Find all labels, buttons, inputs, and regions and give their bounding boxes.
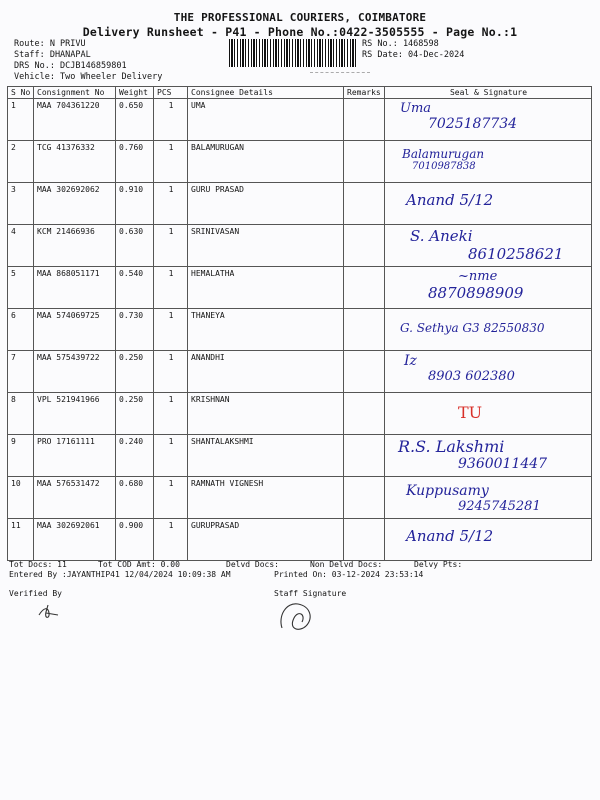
- row-consignee: GURU PRASAD: [188, 183, 344, 225]
- table-row: [8, 519, 592, 561]
- table-row: [8, 225, 592, 267]
- signature-phone: 8903 602380: [428, 369, 515, 384]
- row-consignment: TCG 41376332: [34, 141, 116, 183]
- row-sno: 1: [8, 99, 34, 141]
- row-consignee: HEMALATHA: [188, 267, 344, 309]
- row-remarks: [344, 183, 385, 225]
- printed-on: Printed On: 03-12-2024 23:53:14: [274, 570, 424, 579]
- table-row: [8, 477, 592, 519]
- signature-name: ~nme: [458, 269, 498, 284]
- row-pcs: 1: [154, 435, 188, 477]
- row-consignee: UMA: [188, 99, 344, 141]
- row-sno: 2: [8, 141, 34, 183]
- stamp-mark: [310, 60, 370, 73]
- row-remarks: [344, 393, 385, 435]
- row-pcs: 1: [154, 183, 188, 225]
- rs-date: RS Date: 04-Dec-2024: [362, 50, 465, 60]
- row-sno: 5: [8, 267, 34, 309]
- row-weight: 0.910: [116, 183, 154, 225]
- table-header-row: [8, 87, 592, 99]
- table-row: [8, 309, 592, 351]
- row-weight: 0.630: [116, 225, 154, 267]
- col-sno: S No: [8, 87, 34, 99]
- rs-number: RS No.: 1468598: [362, 39, 439, 49]
- row-weight: 0.250: [116, 351, 154, 393]
- row-signature: [385, 519, 592, 561]
- row-consignment: MAA 574069725: [34, 309, 116, 351]
- runsheet-title: Delivery Runsheet - P41 - Phone No.:0422-3505555 - Page No.:1: [82, 25, 518, 39]
- row-consignment: MAA 868051171: [34, 267, 116, 309]
- drs-number: DRS No.: DCJB146859801: [14, 61, 127, 71]
- row-pcs: 1: [154, 309, 188, 351]
- signature-name: S. Aneki: [410, 227, 473, 245]
- row-weight: 0.730: [116, 309, 154, 351]
- row-sno: 4: [8, 225, 34, 267]
- staff-signature-label: Staff Signature: [274, 589, 347, 598]
- verified-by-label: Verified By: [9, 589, 62, 598]
- row-signature: [385, 225, 592, 267]
- col-consignment: Consignment No: [34, 87, 116, 99]
- signature-name: Uma: [400, 101, 432, 116]
- signature-name: TU: [458, 403, 483, 422]
- row-remarks: [344, 141, 385, 183]
- row-consignee: BALAMURUGAN: [188, 141, 344, 183]
- delivery-points: Delvy Pts:: [414, 560, 463, 569]
- row-signature: [385, 267, 592, 309]
- row-pcs: 1: [154, 141, 188, 183]
- row-sno: 11: [8, 519, 34, 561]
- staff-label: Staff: DHANAPAL: [14, 50, 91, 60]
- row-consignee: RAMNATH VIGNESH: [188, 477, 344, 519]
- row-remarks: [344, 267, 385, 309]
- row-consignee: KRISHNAN: [188, 393, 344, 435]
- table-row: [8, 393, 592, 435]
- signature-phone: 9245745281: [458, 499, 541, 514]
- row-consignee: ANANDHI: [188, 351, 344, 393]
- table-row: [8, 351, 592, 393]
- route-label: Route: N PRIVU: [14, 39, 86, 49]
- row-pcs: 1: [154, 99, 188, 141]
- row-consignment: PRO 17161111: [34, 435, 116, 477]
- signature-phone: 9360011447: [458, 456, 548, 472]
- table-row: [8, 141, 592, 183]
- row-signature: [385, 435, 592, 477]
- row-pcs: 1: [154, 477, 188, 519]
- signature-phone: 8610258621: [468, 245, 564, 263]
- row-pcs: 1: [154, 267, 188, 309]
- row-consignee: THANEYA: [188, 309, 344, 351]
- signature-name: Anand 5/12: [406, 191, 494, 209]
- row-remarks: [344, 225, 385, 267]
- row-remarks: [344, 519, 385, 561]
- row-signature: [385, 99, 592, 141]
- entered-by: Entered By :JAYANTHIP41 12/04/2024 10:09:38 AM: [9, 570, 231, 579]
- col-remarks: Remarks: [344, 87, 385, 99]
- row-weight: 0.900: [116, 519, 154, 561]
- row-signature: [385, 351, 592, 393]
- signature-name: R.S. Lakshmi: [398, 437, 505, 456]
- signature-name: Iz: [404, 353, 417, 369]
- table-row: [8, 99, 592, 141]
- row-weight: 0.760: [116, 141, 154, 183]
- row-sno: 7: [8, 351, 34, 393]
- row-weight: 0.540: [116, 267, 154, 309]
- row-consignee: GURUPRASAD: [188, 519, 344, 561]
- row-weight: 0.240: [116, 435, 154, 477]
- table-row: [8, 267, 592, 309]
- table-row: [8, 183, 592, 225]
- row-weight: 0.650: [116, 99, 154, 141]
- signature-name: Anand 5/12: [406, 527, 494, 545]
- non-delivered-docs: Non Delvd Docs:: [310, 560, 383, 569]
- row-sno: 8: [8, 393, 34, 435]
- signature-name: Kuppusamy: [406, 483, 489, 499]
- verifier-initials-mark: [36, 603, 62, 623]
- row-remarks: [344, 309, 385, 351]
- row-pcs: 1: [154, 225, 188, 267]
- table-row: [8, 435, 592, 477]
- row-pcs: 1: [154, 393, 188, 435]
- row-consignee: SRINIVASAN: [188, 225, 344, 267]
- col-consignee: Consignee Details: [188, 87, 344, 99]
- row-pcs: 1: [154, 351, 188, 393]
- row-remarks: [344, 477, 385, 519]
- row-remarks: [344, 99, 385, 141]
- row-pcs: 1: [154, 519, 188, 561]
- row-consignment: MAA 575439722: [34, 351, 116, 393]
- row-signature: [385, 477, 592, 519]
- delivered-docs: Delvd Docs:: [226, 560, 279, 569]
- row-signature: [385, 183, 592, 225]
- row-consignment: KCM 21466936: [34, 225, 116, 267]
- row-sno: 10: [8, 477, 34, 519]
- row-signature: [385, 309, 592, 351]
- signature-name: G. Sethya G3 82550830: [400, 321, 545, 335]
- col-pcs: PCS: [154, 87, 188, 99]
- row-sno: 3: [8, 183, 34, 225]
- signature-phone: 7010987838: [412, 161, 476, 172]
- row-sno: 6: [8, 309, 34, 351]
- signature-phone: 7025187734: [428, 116, 518, 132]
- runsheet-table: [7, 86, 592, 561]
- row-consignment: MAA 704361220: [34, 99, 116, 141]
- total-docs: Tot Docs: 11: [9, 560, 67, 569]
- row-consignment: MAA 302692061: [34, 519, 116, 561]
- row-remarks: [344, 351, 385, 393]
- signature-name: Balamurugan: [402, 147, 485, 161]
- total-cod-amount: Tot COD Amt: 0.00: [98, 560, 180, 569]
- row-weight: 0.250: [116, 393, 154, 435]
- company-title: THE PROFESSIONAL COURIERS, COIMBATORE: [173, 11, 427, 24]
- signature-phone: 8870898909: [428, 284, 524, 302]
- row-signature: [385, 393, 592, 435]
- staff-signature-mark: [276, 598, 320, 634]
- row-weight: 0.680: [116, 477, 154, 519]
- row-consignment: VPL 521941966: [34, 393, 116, 435]
- row-consignee: SHANTALAKSHMI: [188, 435, 344, 477]
- row-remarks: [344, 435, 385, 477]
- col-signature: Seal & Signature: [385, 87, 592, 99]
- vehicle-label: Vehicle: Two Wheeler Delivery: [14, 72, 163, 82]
- row-signature: [385, 141, 592, 183]
- row-sno: 9: [8, 435, 34, 477]
- row-consignment: MAA 302692062: [34, 183, 116, 225]
- col-weight: Weight: [116, 87, 154, 99]
- row-consignment: MAA 576531472: [34, 477, 116, 519]
